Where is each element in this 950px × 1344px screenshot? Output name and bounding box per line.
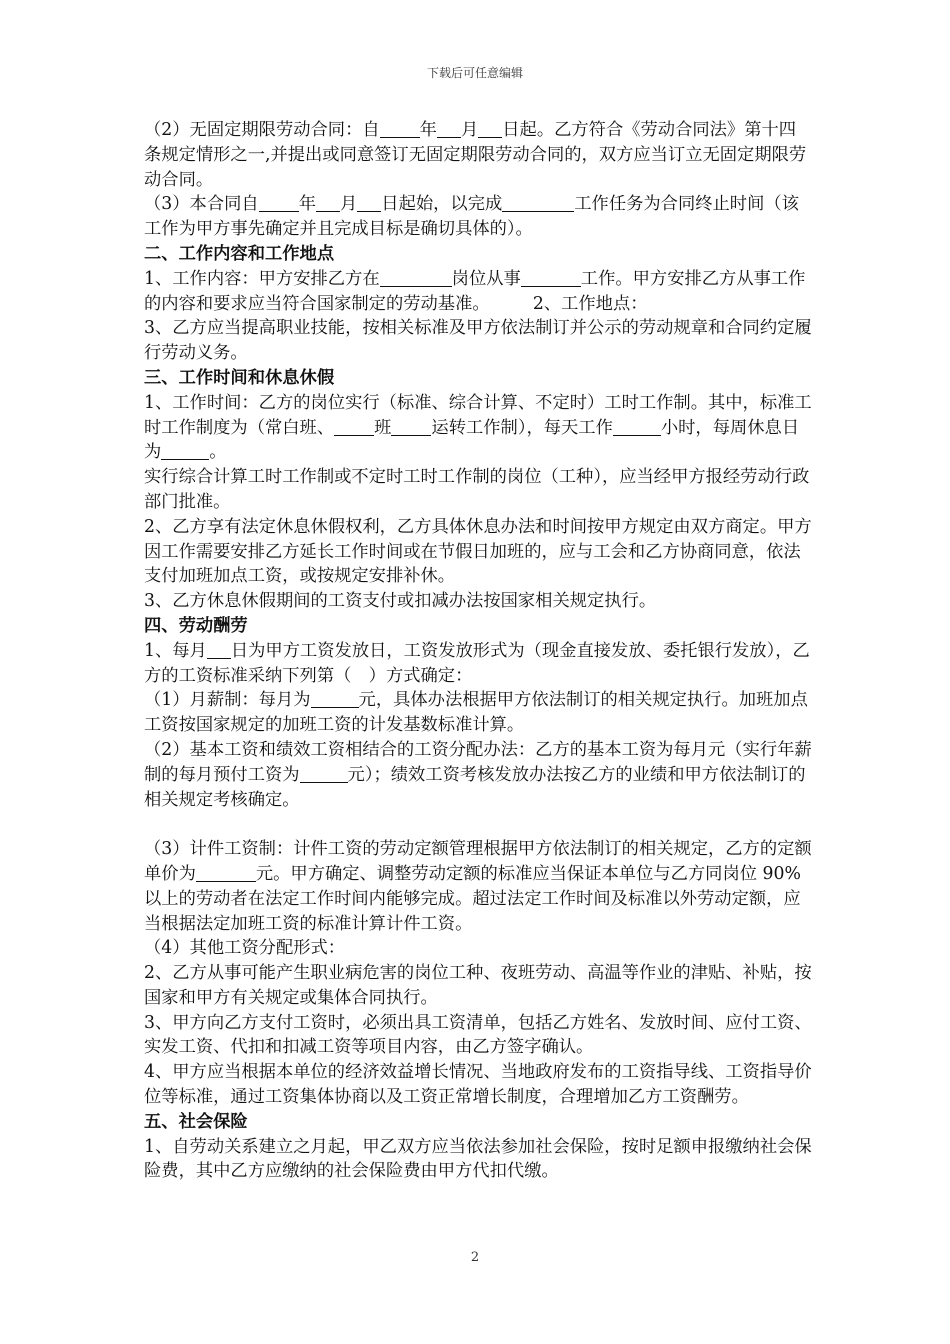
blank-line [380,268,452,287]
paragraph-other-pay: （4）其他工资分配形式： [144,938,346,959]
paragraph-rest-rights: 2、乙方享有法定休息休假权利，乙方具体休息办法和时间按甲方规定由双方商定。甲方因工作需要安排乙方延长工作时间或在节假日加班的，应与工会和乙方协商同意，依法支付加班加点工资，或按规定安排补休。 [144,516,812,587]
page-number: 2 [470,1250,480,1265]
paragraph-pay-increase: 4、甲方应当根据本单位的经济效益增长情况、当地政府发布的工资指导线、工资指导价位等标准，通过工资集体协商以及工资正常增长制度，合理增加乙方工资酬劳。 [144,1062,812,1108]
blank-line [334,417,374,436]
blank-line [478,119,502,138]
paragraph-task-contract: （3）本合同自 年 月 日起始，以完成 工作任务为合同终止时间（该工作为甲方事先确定并且完成目标是确切具体的）。 [144,194,799,240]
paragraph-work-hours: 1、工作时间：乙方的岗位实行（标准、综合计算、不定时）工时工作制。其中，标准工时工作制度为（常白班、 班 运转工作制），每天工作 小时，每周休息日为 。 [144,392,812,463]
section-heading-work-hours: 三、工作时间和休息休假 [144,367,335,388]
paragraph-social-insurance: 1、自劳动关系建立之月起，甲乙双方应当依法参加社会保险，按时足额申报缴纳社会保险费，其中乙方应缴纳的社会保险费由甲方代扣代缴。 [144,1136,812,1182]
section-heading-social-insurance: 五、社会保险 [144,1111,248,1132]
page-header: 下载后可任意编辑 [426,66,523,80]
blank-line [196,863,256,882]
paragraph-pay-day: 1、每月 日为甲方工资发放日，工资发放形式为（现金直接发放、委托银行发放），乙方的工资标准采纳下列第（ ）方式确定： [144,640,810,686]
paragraph-leave-pay: 3、乙方休息休假期间的工资支付或扣减办法按国家相关规定执行。 [144,591,657,612]
blank-line [502,193,574,212]
blank-line [613,417,661,436]
paragraph-work-content: 1、工作内容：甲方安排乙方在 岗位从事 工作。甲方安排乙方从事工作的内容和要求应当符合国家制定的劳动基准。 2、工作地点： [144,268,806,314]
blank-line [391,417,431,436]
blank-line [521,268,581,287]
paragraph-open-ended-contract: （2）无固定期限劳动合同：自 年 月 日起。乙方符合《劳动合同法》第十四条规定情形之一,并提出或同意签订无固定期限劳动合同的，双方应当订立无固定期限劳动合同。 [144,120,807,190]
blank-line [437,119,461,138]
section-heading-remuneration: 四、劳动酬劳 [144,615,248,636]
blank-spacer [144,812,812,837]
blank-line [161,441,209,460]
paragraph-pay-slip: 3、甲方向乙方支付工资时，必须出具工资清单，包括乙方姓名、发放时间、应付工资、实发工资、代扣和扣减工资等项目内容，由乙方签字确认。 [144,1012,812,1058]
blank-line [380,119,420,138]
paragraph-skills: 3、乙方应当提高职业技能，按相关标准及甲方依法制订并公示的劳动规章和合同约定履行劳动义务。 [144,318,812,364]
paragraph-performance-pay: （2）基本工资和绩效工资相结合的工资分配办法：乙方的基本工资为每月元（实行年薪制的每月预付工资为 元）；绩效工资考核发放办法按乙方的业绩和甲方依法制订的相关规定考核确定。 [144,739,812,810]
paragraph-allowances: 2、乙方从事可能产生职业病危害的岗位工种、夜班劳动、高温等作业的津贴、补贴，按国家和甲方有关规定或集体合同执行。 [144,963,812,1008]
paragraph-monthly-salary: （1）月薪制：每月为 元，具体办法根据甲方依法制订的相关规定执行。加班加点工资按国家规定的加班工资的计发基数标准计算。 [144,690,808,736]
section-heading-work-content: 二、工作内容和工作地点 [144,243,335,264]
blank-line [207,640,231,659]
paragraph-piece-rate: （3）计件工资制：计件工资的劳动定额管理根据甲方依法制订的相关规定，乙方的定额单价为 元。甲方确定、调整劳动定额的标准应当保证本单位与乙方同岗位 90%以上的劳动者在法定工作时间内能够完成。超过法定工作时间及标准以外劳动定额，应当根据法定加班工资的标准计算计件工资。 [144,839,812,934]
blank-line [311,689,359,708]
blank-line [300,764,348,783]
blank-line [316,193,340,212]
blank-line [357,193,381,212]
blank-line [259,193,299,212]
paragraph-approval: 实行综合计算工时工作制或不定时工时工作制的岗位（工种），应当经甲方报经劳动行政部门批准。 [144,467,810,512]
document-body [144,118,812,1184]
